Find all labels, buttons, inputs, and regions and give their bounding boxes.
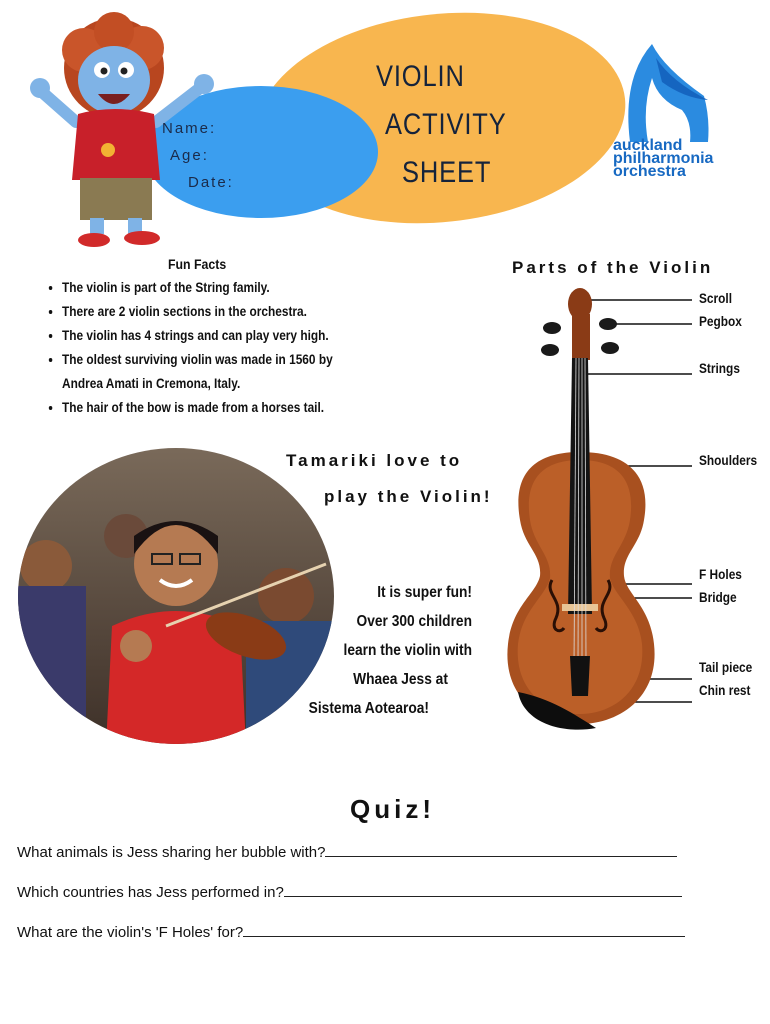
part-label-chin-rest: Chin rest <box>699 683 751 698</box>
part-label-shoulders: Shoulders <box>699 453 758 468</box>
fact-item <box>62 348 344 396</box>
tamariki-text-line: Sistema Aotearoa! <box>308 700 429 717</box>
tamariki-heading-line-1: Tamariki love to <box>286 451 463 470</box>
quiz-question-2 <box>17 882 682 901</box>
tamariki-heading-line-2: play the Violin! <box>324 487 493 506</box>
date-label: Date: <box>188 174 234 191</box>
children-violin-photo <box>16 446 336 746</box>
fact-text: The oldest surviving violin was made in 1560 by <box>62 352 333 367</box>
fun-facts-list <box>42 276 382 420</box>
part-label-strings: Strings <box>699 361 740 376</box>
quiz-question-1 <box>17 842 677 861</box>
part-label-tail-piece: Tail piece <box>699 660 753 675</box>
fact-item: • The violin has 4 strings and can play very high. <box>62 324 344 348</box>
title-line-1: VIOLIN <box>376 60 465 93</box>
fact-item: • The violin is part of the String family. <box>62 276 344 300</box>
part-label-scroll: Scroll <box>699 291 733 306</box>
age-label: Age: <box>170 147 209 164</box>
part-label-bridge: Bridge <box>699 590 737 605</box>
answer-line[interactable] <box>284 882 682 897</box>
answer-line[interactable] <box>243 922 685 937</box>
title-line-2: ACTIVITY <box>385 108 507 141</box>
fun-facts-title: Fun Facts <box>168 256 227 272</box>
fact-continuation: Andrea Amati in Cremona, Italy. <box>62 376 241 391</box>
title-line-3: SHEET <box>402 156 492 189</box>
tamariki-text-block <box>307 578 472 723</box>
quiz-question-3 <box>17 922 685 941</box>
logo-text-2: philharmonia <box>613 150 714 167</box>
logo-text-1: auckland <box>613 137 683 154</box>
parts-title: Parts of the Violin <box>512 258 714 277</box>
logo-text-3: orchestra <box>613 163 686 180</box>
quiz-question-text: What are the violin's 'F Holes' for? <box>17 924 244 941</box>
tamariki-text-line: Whaea Jess at <box>353 671 448 688</box>
violin-illustration <box>494 284 694 736</box>
tamariki-text-line: learn the violin with <box>343 642 472 659</box>
answer-line[interactable] <box>325 842 677 857</box>
orchestra-logo-mark <box>612 38 722 146</box>
part-label-f-holes: F Holes <box>699 567 742 582</box>
quiz-title: Quiz! <box>350 794 435 824</box>
fact-item: • The hair of the bow is made from a horses tail. <box>62 396 344 420</box>
tamariki-text-line: Over 300 children <box>356 613 472 630</box>
quiz-question-text: What animals is Jess sharing her bubble with? <box>17 844 326 861</box>
quiz-question-text: Which countries has Jess performed in? <box>17 884 284 901</box>
part-label-pegbox: Pegbox <box>699 314 742 329</box>
tamariki-text-line: It is super fun! <box>377 584 472 601</box>
name-label: Name: <box>162 120 217 137</box>
fact-item: • There are 2 violin sections in the orchestra. <box>62 300 344 324</box>
